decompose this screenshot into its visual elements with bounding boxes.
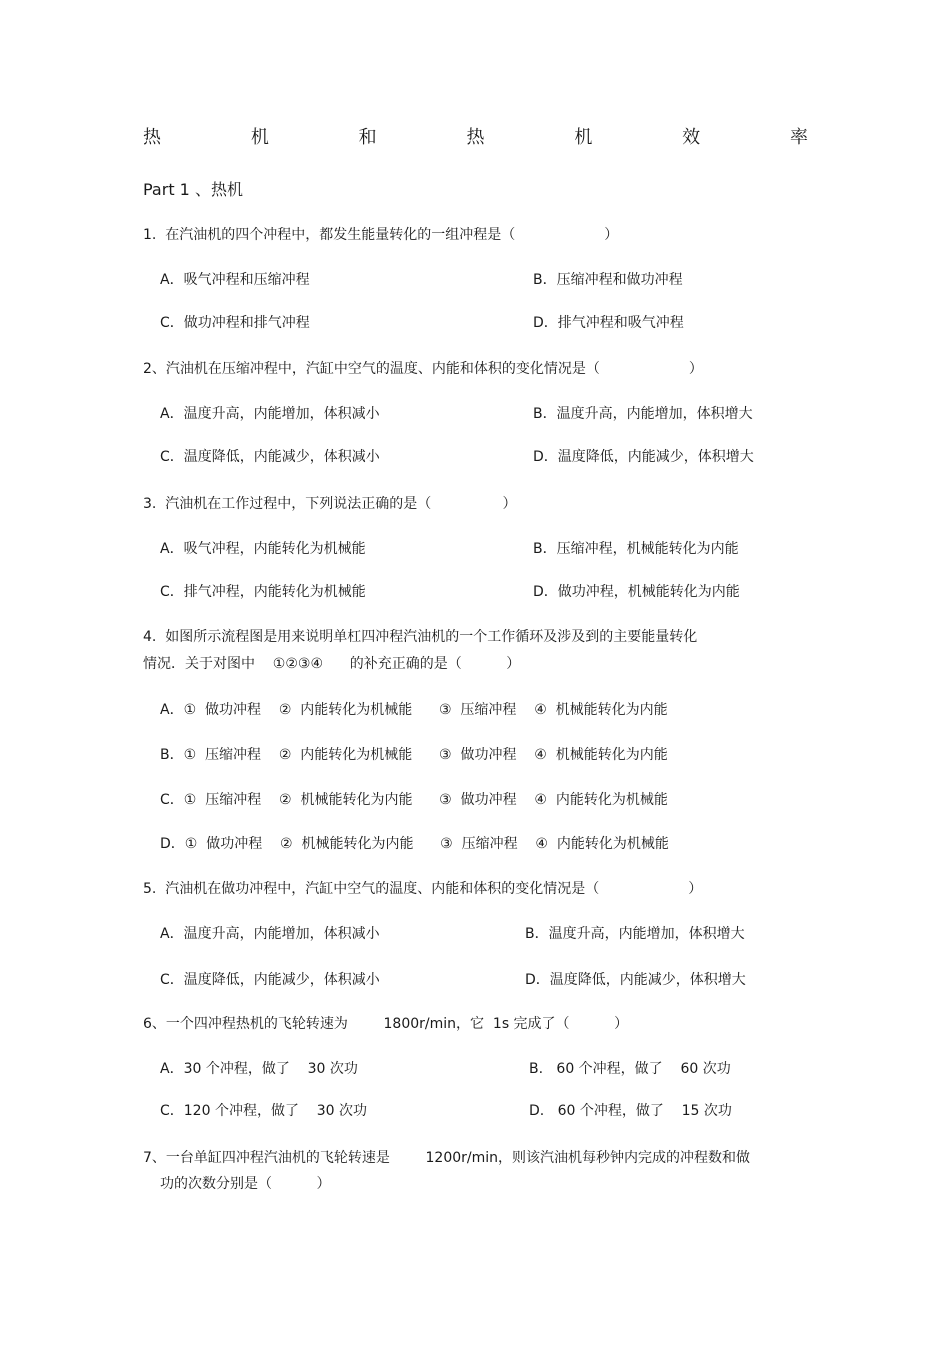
question-5-option-b: B．温度升高，内能增加，体积增大 [525,926,745,942]
question-5-option-d: D．温度降低，内能减少，体积增大 [525,972,746,988]
title-char: 和 [358,127,377,148]
question-1-stem: 1. 在汽油机的四个冲程中，都发生能量转化的一组冲程是（ ） [143,227,619,243]
question-2-stem: 2、汽油机在压缩冲程中，汽缸中空气的温度、内能和体积的变化情况是（ ） [143,361,703,377]
question-4-option-b: B．① 压缩冲程 ② 内能转化为机械能 ③ 做功冲程 ④ 机械能转化为内能 [160,747,668,763]
question-7-stem-line-2: 功的次数分别是（ ） [160,1176,331,1192]
question-6-option-c: C．120 个冲程，做了 30 次功 [160,1103,368,1119]
question-1-option-a: A．吸气冲程和压缩冲程 [160,272,310,288]
document-title [143,126,808,150]
title-char: 热 [143,127,161,148]
question-3-stem: 3. 汽油机在工作过程中，下列说法正确的是（ ） [143,496,517,512]
question-6-option-d: D. 60 个冲程，做了 15 次功 [529,1103,732,1119]
question-1-option-d: D．排气冲程和吸气冲程 [533,315,684,331]
question-1-option-c: C．做功冲程和排气冲程 [160,315,310,331]
title-char: 率 [789,127,808,148]
question-7-stem-line-1: 7、一台单缸四冲程汽油机的飞轮转速是 1200r/min，则该汽油机每秒钟内完成的冲程数和做 [143,1150,751,1166]
question-6-option-a: A．30 个冲程，做了 30 次功 [160,1061,358,1077]
question-4-option-d: D．① 做功冲程 ② 机械能转化为内能 ③ 压缩冲程 ④ 内能转化为机械能 [160,836,669,852]
question-4-option-c: C．① 压缩冲程 ② 机械能转化为内能 ③ 做功冲程 ④ 内能转化为机械能 [160,792,668,808]
question-1-option-b: B．压缩冲程和做功冲程 [533,272,683,288]
title-char: 机 [574,127,593,148]
question-4-option-a: A．① 做功冲程 ② 内能转化为机械能 ③ 压缩冲程 ④ 机械能转化为内能 [160,702,668,718]
question-6-stem: 6、一个四冲程热机的飞轮转速为 1800r/min，它 1s 完成了（ ） [143,1016,629,1032]
question-5-option-c: C．温度降低，内能减少，体积减小 [160,972,380,988]
question-2-option-b: B．温度升高，内能增加，体积增大 [533,406,753,422]
question-4-stem-line-2: 情况．关于对图中 ①②③④ 的补充正确的是（ ） [143,656,521,672]
question-3-option-c: C．排气冲程，内能转化为机械能 [160,584,366,600]
question-6-option-b: B. 60 个冲程，做了 60 次功 [529,1061,731,1077]
question-5-option-a: A．温度升高，内能增加，体积减小 [160,926,380,942]
question-3-option-a: A．吸气冲程，内能转化为机械能 [160,541,366,557]
question-3-option-b: B．压缩冲程，机械能转化为内能 [533,541,739,557]
section-heading: Part 1 、热机 [143,180,243,199]
title-char: 热 [466,127,485,148]
question-5-stem: 5. 汽油机在做功冲程中，汽缸中空气的温度、内能和体积的变化情况是（ ） [143,881,703,897]
question-3-option-d: D．做功冲程，机械能转化为内能 [533,584,740,600]
question-2-option-a: A．温度升高，内能增加，体积减小 [160,406,380,422]
question-2-option-c: C．温度降低，内能减少，体积减小 [160,449,380,465]
question-4-stem-line-1: 4. 如图所示流程图是用来说明单杠四冲程汽油机的一个工作循环及涉及到的主要能量转化 [143,629,698,645]
title-char: 效 [682,127,701,148]
question-2-option-d: D．温度降低，内能减少，体积增大 [533,449,754,465]
title-char: 机 [250,127,269,148]
